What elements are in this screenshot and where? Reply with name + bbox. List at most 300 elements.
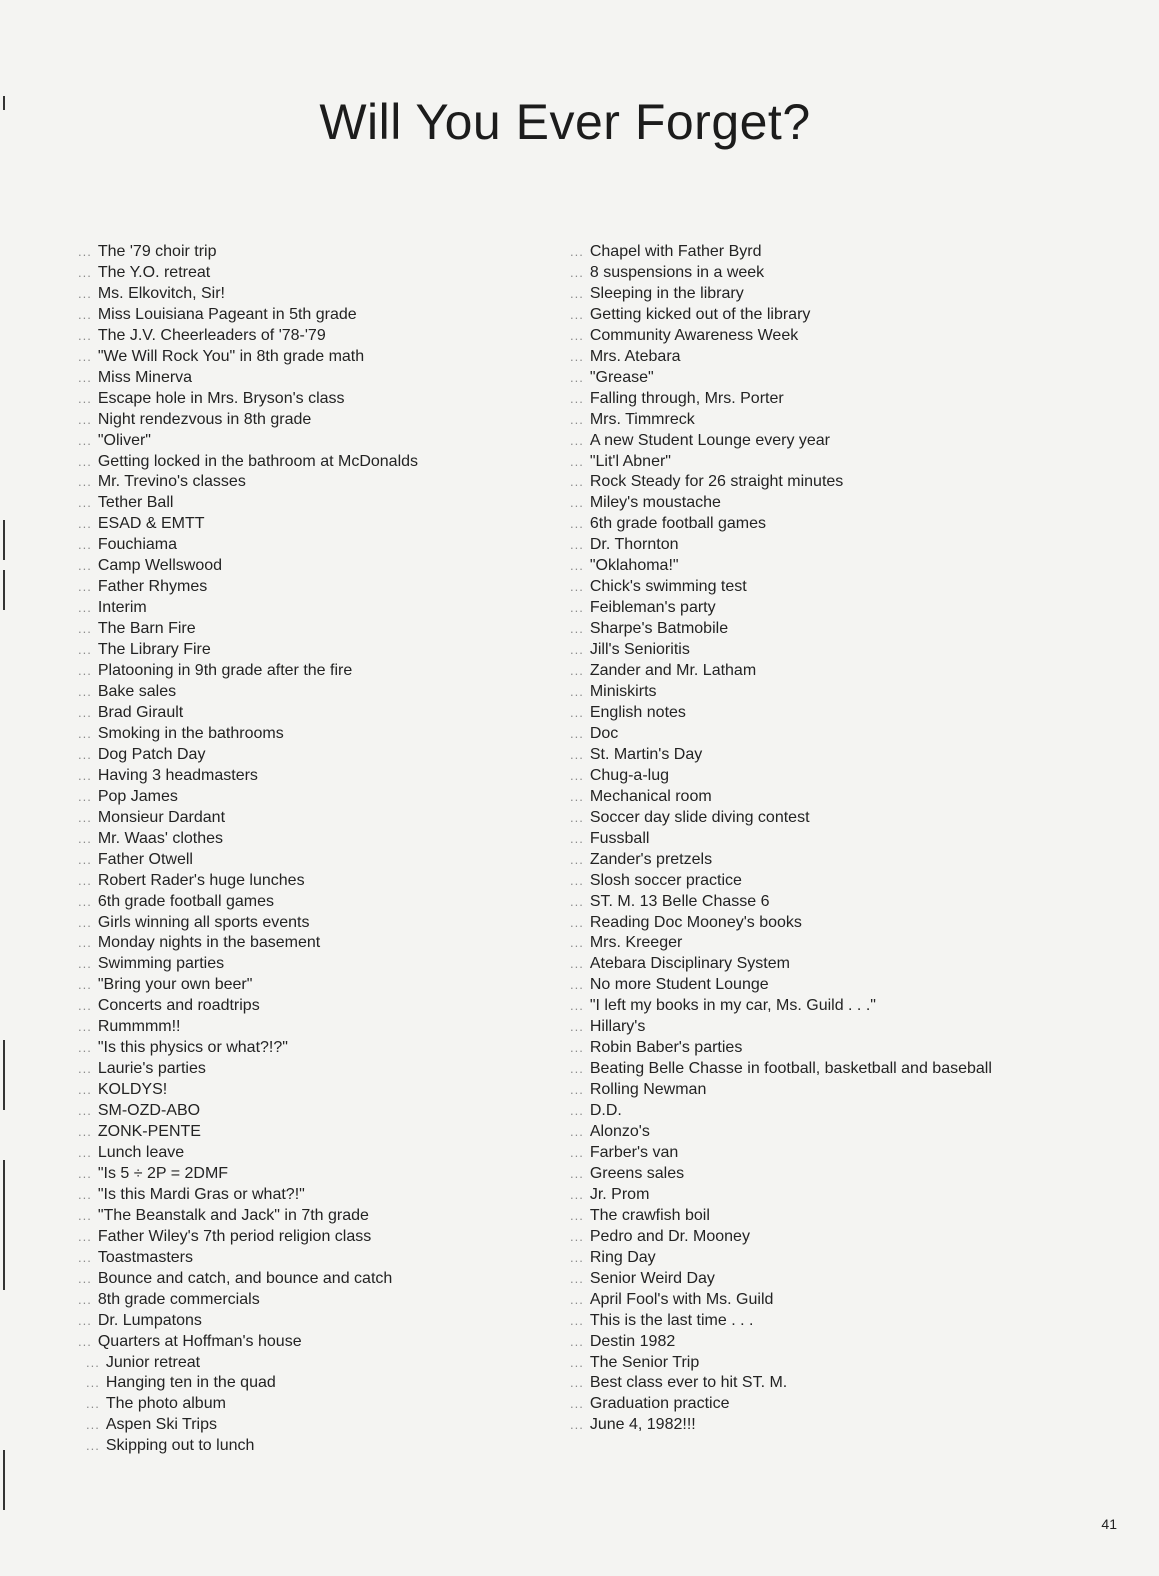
scan-edge-mark bbox=[3, 1160, 5, 1290]
list-item-text: Skipping out to lunch bbox=[105, 1437, 255, 1455]
list-item-text: Lunch leave bbox=[97, 1143, 185, 1161]
leader-dots: ... bbox=[78, 704, 92, 720]
leader-dots: ... bbox=[78, 1061, 92, 1077]
list-item bbox=[78, 703, 548, 724]
list-item bbox=[570, 975, 1000, 996]
leader-dots: ... bbox=[570, 264, 584, 280]
list-item-text: Slosh soccer practice bbox=[589, 871, 742, 889]
leader-dots: ... bbox=[78, 621, 92, 637]
list-item-text: Miniskirts bbox=[589, 683, 657, 701]
list-item bbox=[570, 1269, 1000, 1290]
list-item-text: "Lit'l Abner" bbox=[589, 452, 671, 470]
list-item-text: "Grease" bbox=[589, 368, 654, 386]
list-item-text: Night rendezvous in 8th grade bbox=[97, 410, 312, 428]
list-item bbox=[78, 389, 548, 410]
leader-dots: ... bbox=[570, 411, 584, 427]
leader-dots: ... bbox=[570, 432, 584, 448]
leader-dots: ... bbox=[570, 830, 584, 846]
leader-dots: ... bbox=[570, 1144, 584, 1160]
leader-dots: ... bbox=[570, 788, 584, 804]
list-item-text: "I left my books in my car, Ms. Guild . . ." bbox=[589, 997, 876, 1015]
leader-dots: ... bbox=[570, 977, 584, 993]
list-item bbox=[570, 1415, 1000, 1436]
list-item-text: Robin Baber's parties bbox=[589, 1039, 743, 1057]
list-item-text: Monsieur Dardant bbox=[97, 808, 226, 826]
list-item-text: Pop James bbox=[97, 787, 178, 805]
list-item bbox=[78, 954, 548, 975]
list-item bbox=[570, 1227, 1000, 1248]
list-item bbox=[570, 1101, 1000, 1122]
list-item-text: Chick's swimming test bbox=[589, 578, 747, 596]
list-item bbox=[78, 1415, 548, 1436]
list-item-text: "Bring your own beer" bbox=[97, 976, 253, 994]
list-item-text: Bounce and catch, and bounce and catch bbox=[97, 1269, 393, 1287]
leader-dots: ... bbox=[78, 558, 92, 574]
leader-dots: ... bbox=[570, 1417, 584, 1433]
list-item-text: Quarters at Hoffman's house bbox=[97, 1332, 302, 1350]
list-item-text: The Y.O. retreat bbox=[97, 263, 211, 281]
list-item bbox=[570, 661, 1000, 682]
list-item-text: Aspen Ski Trips bbox=[105, 1416, 217, 1434]
list-item-text: Smoking in the bathrooms bbox=[97, 724, 284, 742]
list-item-text: Pedro and Dr. Mooney bbox=[589, 1227, 750, 1245]
leader-dots: ... bbox=[570, 579, 584, 595]
leader-dots: ... bbox=[78, 432, 92, 448]
leader-dots: ... bbox=[78, 1291, 92, 1307]
list-item-text: "Is 5 ÷ 2P = 2DMF bbox=[97, 1164, 229, 1182]
list-item-text: The photo album bbox=[105, 1395, 226, 1413]
list-item-text: Graduation practice bbox=[589, 1395, 730, 1413]
list-item-text: The Library Fire bbox=[97, 641, 211, 659]
list-item bbox=[78, 472, 548, 493]
leader-dots: ... bbox=[86, 1375, 100, 1391]
list-item bbox=[570, 996, 1000, 1017]
list-item bbox=[78, 996, 548, 1017]
list-item bbox=[570, 1394, 1000, 1415]
leader-dots: ... bbox=[78, 369, 92, 385]
list-item bbox=[570, 619, 1000, 640]
list-item-text: Hillary's bbox=[589, 1018, 646, 1036]
list-item bbox=[78, 263, 548, 284]
leader-dots: ... bbox=[78, 495, 92, 511]
list-item bbox=[570, 242, 1000, 263]
list-item-text: Beating Belle Chasse in football, basketball and baseball bbox=[589, 1060, 992, 1078]
list-item-text: Dr. Lumpatons bbox=[97, 1311, 202, 1329]
list-item bbox=[570, 787, 1000, 808]
list-item bbox=[78, 850, 548, 871]
leader-dots: ... bbox=[570, 495, 584, 511]
list-item-text: Miss Minerva bbox=[97, 368, 193, 386]
list-item bbox=[78, 305, 548, 326]
list-item bbox=[78, 452, 548, 473]
list-item bbox=[570, 305, 1000, 326]
leader-dots: ... bbox=[570, 704, 584, 720]
leader-dots: ... bbox=[78, 1186, 92, 1202]
list-item-text: 8th grade commercials bbox=[97, 1290, 260, 1308]
leader-dots: ... bbox=[570, 893, 584, 909]
list-item bbox=[570, 368, 1000, 389]
leader-dots: ... bbox=[570, 453, 584, 469]
list-item-text: Getting locked in the bathroom at McDonalds bbox=[97, 452, 419, 470]
list-item bbox=[570, 431, 1000, 452]
leader-dots: ... bbox=[570, 1040, 584, 1056]
list-item-text: St. Martin's Day bbox=[589, 745, 703, 763]
leader-dots: ... bbox=[570, 1312, 584, 1328]
leader-dots: ... bbox=[570, 1019, 584, 1035]
leader-dots: ... bbox=[78, 956, 92, 972]
leader-dots: ... bbox=[570, 725, 584, 741]
list-item-text: Father Otwell bbox=[97, 850, 193, 868]
list-item-text: Father Rhymes bbox=[97, 578, 208, 596]
list-item bbox=[78, 1122, 548, 1143]
list-item-text: The J.V. Cheerleaders of '78-'79 bbox=[97, 326, 326, 344]
leader-dots: ... bbox=[570, 1291, 584, 1307]
leader-dots: ... bbox=[78, 306, 92, 322]
list-item-text: Mr. Waas' clothes bbox=[97, 829, 224, 847]
list-item-text: Atebara Disciplinary System bbox=[589, 955, 790, 973]
list-item bbox=[570, 1017, 1000, 1038]
leader-dots: ... bbox=[570, 998, 584, 1014]
leader-dots: ... bbox=[86, 1354, 100, 1370]
leader-dots: ... bbox=[570, 390, 584, 406]
list-item bbox=[78, 871, 548, 892]
leader-dots: ... bbox=[78, 537, 92, 553]
list-item bbox=[570, 913, 1000, 934]
list-item bbox=[78, 787, 548, 808]
leader-dots: ... bbox=[78, 977, 92, 993]
list-item-text: Farber's van bbox=[589, 1143, 679, 1161]
list-item bbox=[570, 514, 1000, 535]
list-item-text: Soccer day slide diving contest bbox=[589, 808, 810, 826]
list-item-text: "Oliver" bbox=[97, 431, 151, 449]
list-item bbox=[570, 1248, 1000, 1269]
list-item-text: Laurie's parties bbox=[97, 1060, 206, 1078]
list-item bbox=[78, 619, 548, 640]
leader-dots: ... bbox=[78, 1040, 92, 1056]
leader-dots: ... bbox=[78, 411, 92, 427]
list-item bbox=[570, 535, 1000, 556]
list-item-text: Ring Day bbox=[589, 1248, 656, 1266]
list-item-text: The crawfish boil bbox=[589, 1206, 710, 1224]
list-item-text: Zander and Mr. Latham bbox=[589, 662, 757, 680]
leader-dots: ... bbox=[570, 663, 584, 679]
list-item-text: Miley's moustache bbox=[589, 494, 721, 512]
list-item bbox=[78, 1248, 548, 1269]
leader-dots: ... bbox=[570, 1082, 584, 1098]
leader-dots: ... bbox=[78, 1165, 92, 1181]
leader-dots: ... bbox=[570, 244, 584, 259]
leader-dots: ... bbox=[570, 1165, 584, 1181]
list-item bbox=[570, 1059, 1000, 1080]
list-item-text: Having 3 headmasters bbox=[97, 766, 258, 784]
list-item-text: Destin 1982 bbox=[589, 1332, 676, 1350]
list-item bbox=[78, 1206, 548, 1227]
list-item bbox=[78, 368, 548, 389]
leader-dots: ... bbox=[570, 809, 584, 825]
leader-dots: ... bbox=[570, 1061, 584, 1077]
leader-dots: ... bbox=[570, 1396, 584, 1412]
list-item bbox=[570, 598, 1000, 619]
list-item-text: Fouchiama bbox=[97, 536, 177, 554]
list-item-text: SM-OZD-ABO bbox=[97, 1102, 201, 1120]
list-item-text: Junior retreat bbox=[105, 1353, 201, 1371]
list-item bbox=[570, 472, 1000, 493]
leader-dots: ... bbox=[78, 327, 92, 343]
leader-dots: ... bbox=[570, 1186, 584, 1202]
list-item-text: English notes bbox=[589, 703, 686, 721]
list-item-text: 8 suspensions in a week bbox=[589, 263, 765, 281]
list-item-text: Escape hole in Mrs. Bryson's class bbox=[97, 389, 345, 407]
leader-dots: ... bbox=[78, 264, 92, 280]
list-item bbox=[78, 347, 548, 368]
scan-edge-mark bbox=[3, 520, 5, 560]
leader-dots: ... bbox=[570, 558, 584, 574]
leader-dots: ... bbox=[570, 306, 584, 322]
list-item bbox=[570, 556, 1000, 577]
leader-dots: ... bbox=[78, 998, 92, 1014]
list-item bbox=[78, 431, 548, 452]
leader-dots: ... bbox=[570, 621, 584, 637]
list-item-text: "Oklahoma!" bbox=[589, 557, 679, 575]
list-item bbox=[570, 284, 1000, 305]
list-item bbox=[570, 452, 1000, 473]
leader-dots: ... bbox=[570, 474, 584, 490]
leader-dots: ... bbox=[78, 285, 92, 301]
leader-dots: ... bbox=[78, 893, 92, 909]
memories-list-right bbox=[570, 242, 1000, 1436]
leader-dots: ... bbox=[570, 1207, 584, 1223]
list-item bbox=[78, 577, 548, 598]
list-item bbox=[570, 829, 1000, 850]
leader-dots: ... bbox=[78, 788, 92, 804]
list-item-text: Ms. Elkovitch, Sir! bbox=[97, 284, 225, 302]
list-item-text: 6th grade football games bbox=[589, 515, 766, 533]
leader-dots: ... bbox=[570, 516, 584, 532]
scan-edge-mark bbox=[3, 570, 5, 610]
leader-dots: ... bbox=[570, 285, 584, 301]
list-item-text: Mrs. Atebara bbox=[589, 347, 681, 365]
list-item-text: Miss Louisiana Pageant in 5th grade bbox=[97, 305, 357, 323]
list-item-text: Greens sales bbox=[589, 1164, 685, 1182]
list-item-text: Hanging ten in the quad bbox=[105, 1374, 276, 1392]
leader-dots: ... bbox=[78, 851, 92, 867]
list-item bbox=[78, 1332, 548, 1353]
list-item-text: June 4, 1982!!! bbox=[589, 1416, 696, 1434]
list-item bbox=[78, 598, 548, 619]
list-item-text: Mrs. Timmreck bbox=[589, 410, 695, 428]
leader-dots: ... bbox=[86, 1438, 100, 1454]
list-item-text: Mrs. Kreeger bbox=[589, 934, 683, 952]
leader-dots: ... bbox=[570, 851, 584, 867]
list-item-text: Swimming parties bbox=[97, 955, 225, 973]
leader-dots: ... bbox=[570, 1228, 584, 1244]
leader-dots: ... bbox=[78, 1333, 92, 1349]
list-item bbox=[570, 745, 1000, 766]
leader-dots: ... bbox=[78, 663, 92, 679]
leader-dots: ... bbox=[78, 1207, 92, 1223]
list-item bbox=[570, 1038, 1000, 1059]
list-item bbox=[78, 892, 548, 913]
list-item-text: Interim bbox=[97, 599, 147, 617]
list-item bbox=[570, 954, 1000, 975]
leader-dots: ... bbox=[78, 872, 92, 888]
list-item-text: Jr. Prom bbox=[589, 1185, 650, 1203]
list-item-text: Chapel with Father Byrd bbox=[589, 243, 762, 260]
list-item bbox=[78, 808, 548, 829]
list-item bbox=[78, 745, 548, 766]
leader-dots: ... bbox=[78, 809, 92, 825]
list-item bbox=[570, 640, 1000, 661]
list-item bbox=[78, 1101, 548, 1122]
leader-dots: ... bbox=[78, 746, 92, 762]
leader-dots: ... bbox=[78, 1124, 92, 1140]
list-item bbox=[570, 1185, 1000, 1206]
list-item bbox=[570, 577, 1000, 598]
leader-dots: ... bbox=[570, 1270, 584, 1286]
list-item-text: Rock Steady for 26 straight minutes bbox=[589, 473, 844, 491]
list-item bbox=[570, 1311, 1000, 1332]
list-item-text: Robert Rader's huge lunches bbox=[97, 871, 305, 889]
leader-dots: ... bbox=[570, 1124, 584, 1140]
list-item-text: Doc bbox=[589, 724, 619, 742]
list-item-text: Alonzo's bbox=[589, 1123, 650, 1141]
memories-list-left bbox=[78, 242, 548, 1457]
list-item bbox=[570, 933, 1000, 954]
leader-dots: ... bbox=[570, 348, 584, 364]
list-item bbox=[570, 850, 1000, 871]
list-item-text: Falling through, Mrs. Porter bbox=[589, 389, 784, 407]
list-item bbox=[78, 661, 548, 682]
leader-dots: ... bbox=[78, 390, 92, 406]
list-item-text: This is the last time . . . bbox=[589, 1311, 754, 1329]
list-item-text: The Barn Fire bbox=[97, 620, 196, 638]
list-item bbox=[78, 1394, 548, 1415]
list-item-text: "Is this Mardi Gras or what?!" bbox=[97, 1185, 305, 1203]
leader-dots: ... bbox=[78, 579, 92, 595]
leader-dots: ... bbox=[78, 474, 92, 490]
list-item bbox=[78, 1311, 548, 1332]
list-item bbox=[570, 766, 1000, 787]
list-item bbox=[570, 892, 1000, 913]
list-item bbox=[570, 389, 1000, 410]
list-item bbox=[78, 682, 548, 703]
list-item-text: ZONK-PENTE bbox=[97, 1123, 201, 1141]
list-item bbox=[78, 724, 548, 745]
leader-dots: ... bbox=[78, 914, 92, 930]
list-item bbox=[570, 1332, 1000, 1353]
list-item bbox=[78, 829, 548, 850]
leader-dots: ... bbox=[86, 1417, 100, 1433]
list-item bbox=[78, 1373, 548, 1394]
list-item bbox=[78, 514, 548, 535]
list-item-text: Girls winning all sports events bbox=[97, 913, 310, 931]
leader-dots: ... bbox=[78, 642, 92, 658]
list-item bbox=[78, 556, 548, 577]
list-item bbox=[570, 1290, 1000, 1311]
leader-dots: ... bbox=[570, 935, 584, 951]
list-item bbox=[78, 1185, 548, 1206]
list-item bbox=[78, 1164, 548, 1185]
leader-dots: ... bbox=[78, 1270, 92, 1286]
list-item bbox=[78, 1353, 548, 1374]
list-item bbox=[570, 871, 1000, 892]
leader-dots: ... bbox=[78, 348, 92, 364]
leader-dots: ... bbox=[78, 1144, 92, 1160]
list-item bbox=[78, 933, 548, 954]
list-item-text: Reading Doc Mooney's books bbox=[589, 913, 802, 931]
list-item-text: ESAD & EMTT bbox=[97, 515, 205, 533]
list-item bbox=[78, 326, 548, 347]
list-item-text: Tether Ball bbox=[97, 494, 174, 512]
list-item bbox=[570, 326, 1000, 347]
leader-dots: ... bbox=[570, 746, 584, 762]
list-item bbox=[78, 1080, 548, 1101]
leader-dots: ... bbox=[78, 684, 92, 700]
list-item-text: KOLDYS! bbox=[97, 1081, 168, 1099]
leader-dots: ... bbox=[570, 600, 584, 616]
list-item bbox=[78, 1436, 548, 1457]
scan-edge-mark bbox=[3, 1450, 5, 1510]
leader-dots: ... bbox=[570, 1333, 584, 1349]
list-item bbox=[78, 975, 548, 996]
page-number: 41 bbox=[1101, 1516, 1117, 1532]
list-item bbox=[78, 1143, 548, 1164]
leader-dots: ... bbox=[86, 1396, 100, 1412]
list-item-text: Rummmm!! bbox=[97, 1018, 181, 1036]
list-item-text: Dr. Thornton bbox=[589, 536, 679, 554]
leader-dots: ... bbox=[78, 767, 92, 783]
leader-dots: ... bbox=[78, 1249, 92, 1265]
list-item bbox=[570, 1206, 1000, 1227]
list-item-text: Father Wiley's 7th period religion class bbox=[97, 1227, 372, 1245]
list-item bbox=[78, 535, 548, 556]
leader-dots: ... bbox=[78, 935, 92, 951]
list-item-text: Bake sales bbox=[97, 683, 177, 701]
list-item bbox=[570, 1353, 1000, 1374]
list-item-text: ST. M. 13 Belle Chasse 6 bbox=[589, 892, 770, 910]
list-item-text: Fussball bbox=[589, 829, 650, 847]
list-item-text: Mechanical room bbox=[589, 787, 712, 805]
list-item bbox=[78, 1038, 548, 1059]
list-item bbox=[570, 703, 1000, 724]
list-item bbox=[570, 808, 1000, 829]
list-item-text: Jill's Senioritis bbox=[589, 641, 690, 659]
list-item-text: Sharpe's Batmobile bbox=[589, 620, 729, 638]
leader-dots: ... bbox=[78, 725, 92, 741]
page-title: Will You Ever Forget? bbox=[319, 94, 811, 150]
list-item-text: Toastmasters bbox=[97, 1248, 193, 1266]
leader-dots: ... bbox=[570, 1103, 584, 1119]
list-item-text: Dog Patch Day bbox=[97, 745, 206, 763]
list-item bbox=[570, 682, 1000, 703]
list-item-text: Getting kicked out of the library bbox=[589, 305, 811, 323]
list-item-text: Community Awareness Week bbox=[589, 326, 799, 344]
list-item-text: 6th grade football games bbox=[97, 892, 274, 910]
list-item bbox=[570, 263, 1000, 284]
leader-dots: ... bbox=[78, 600, 92, 616]
list-item bbox=[78, 1017, 548, 1038]
list-item-text: "The Beanstalk and Jack" in 7th grade bbox=[97, 1206, 369, 1224]
list-item-text: Monday nights in the basement bbox=[97, 934, 321, 952]
leader-dots: ... bbox=[570, 914, 584, 930]
list-item bbox=[78, 1269, 548, 1290]
list-item bbox=[570, 1143, 1000, 1164]
leader-dots: ... bbox=[78, 830, 92, 846]
leader-dots: ... bbox=[78, 453, 92, 469]
list-item bbox=[570, 493, 1000, 514]
list-item-text: "We Will Rock You" in 8th grade math bbox=[97, 347, 365, 365]
list-item bbox=[570, 1122, 1000, 1143]
